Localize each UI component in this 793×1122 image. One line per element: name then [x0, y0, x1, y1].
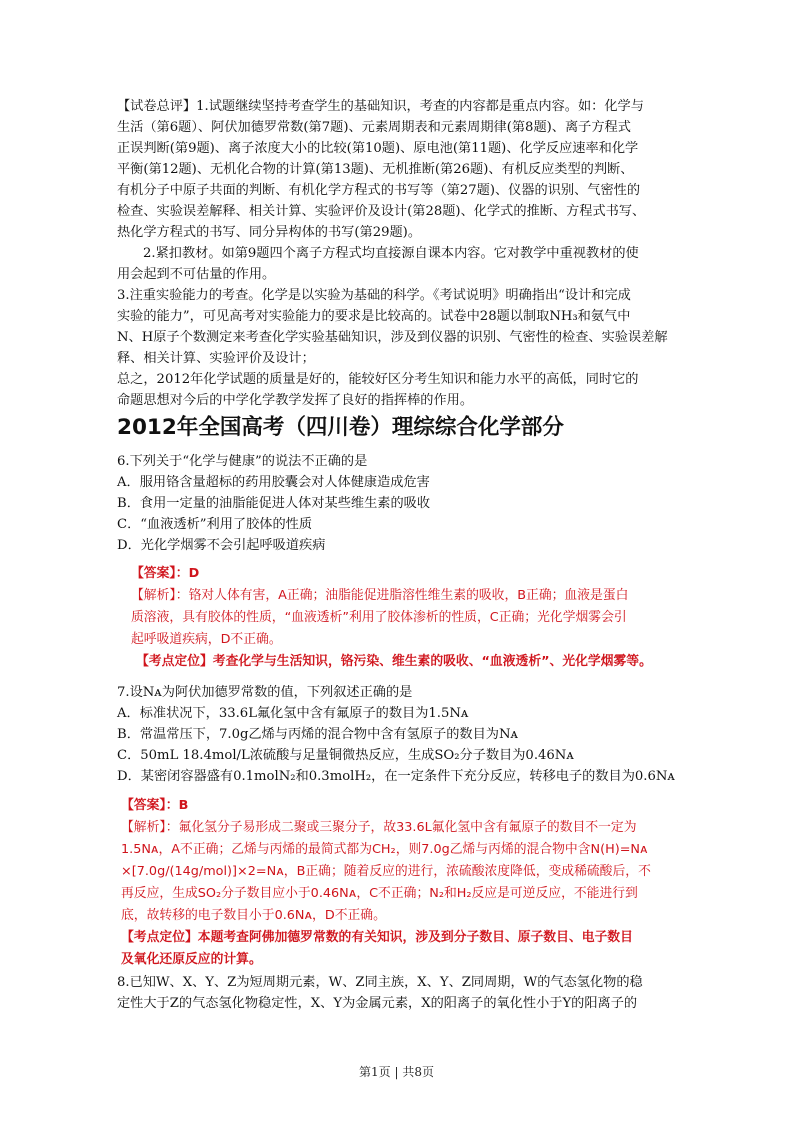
answer-line: 【答案】：B: [121, 798, 189, 813]
page-footer: 第1页 | 共8页: [359, 1065, 434, 1079]
summary-line: 热化学方程式的书写、同分异构体的书写(第29题)。: [117, 225, 422, 240]
summary-point-2-cont: 用会起到不可估量的作用。: [117, 267, 276, 282]
summary-line: 检查、实验误差解释、相关计算、实验评价及设计(第28题)、化学式的推断、方程式书写、: [117, 204, 646, 219]
summary-point-2: 2.紧扣教材。如第9题四个离子方程式均直接源自课本内容。它对教学中重视教材的使: [143, 246, 639, 261]
summary-line: 平衡(第12题)、无机化合物的计算(第13题)、无机推断(第26题)、有机反应类型的判断、: [117, 162, 634, 177]
question-8: [117, 972, 677, 1014]
exam-summary: [117, 96, 677, 411]
summary-line: 生活（第6题）、阿伏加德罗常数(第7题)、元素周期表和元素周期律(第8题)、离子方程式: [117, 120, 631, 135]
focus-line: 及氧化还原反应的计算。: [121, 952, 262, 967]
question-6-solution: [131, 563, 687, 673]
summary-point-3-cont: 释、相关计算、实验评价及设计；: [117, 351, 315, 366]
option-b: B．食用一定量的油脂能促进人体对某些维生素的吸收: [117, 496, 431, 511]
question-stem: 7.设Nᴀ为阿伏加德罗常数的值，下列叙述正确的是: [117, 685, 413, 700]
analysis-line: 【解析】：氟化氢分子易形成二聚或三聚分子，故33.6L氟化氢中含有氟原子的数目不一定为: [121, 820, 637, 835]
option-a: A．标准状况下，33.6L氟化氢中含有氟原子的数目为1.5Nᴀ: [117, 706, 469, 721]
question-7-solution: [121, 795, 687, 971]
summary-line: 【试卷总评】1.试题继续坚持考查学生的基础知识，考查的内容都是重点内容。如：化学与: [117, 99, 644, 114]
option-c: C．“血液透析”利用了胶体的性质: [117, 517, 313, 532]
option-d: D．光化学烟雾不会引起呼吸道疾病: [117, 538, 326, 553]
option-d: D．某密闭容器盛有0.1molN₂和0.3molH₂，在一定条件下充分反应，转移电子的数目为0.6Nᴀ: [117, 769, 675, 784]
question-7: [117, 682, 677, 787]
question-stem: 6.下列关于“化学与健康”的说法不正确的是: [117, 454, 368, 469]
analysis-line: 【解析】：铬对人体有害，A正确；油脂能促进脂溶性维生素的吸收，B正确；血液是蛋白: [131, 588, 629, 603]
answer-line: 【答案】：D: [131, 566, 200, 581]
summary-point-3-cont: 实验的能力”，可见高考对实验能力的要求是比较高的。试卷中28题以制取NH₃和氨气中: [117, 309, 631, 324]
question-6: [117, 451, 677, 556]
option-b: B．常温常压下，7.0g乙烯与丙烯的混合物中含有氢原子的数目为Nᴀ: [117, 727, 518, 742]
analysis-line: 底，故转移的电子数目小于0.6Nᴀ，D不正确。: [121, 908, 386, 923]
focus-line: 【考点定位】考查化学与生活知识，铬污染、维生素的吸收、“血液透析”、光化学烟雾等。: [136, 654, 652, 669]
question-stem-cont: 定性大于Z的气态氢化物稳定性，X、Y为金属元素，X的阳离子的氧化性小于Y的阳离子的: [117, 996, 638, 1011]
summary-line: 正误判断(第9题)、离子浓度大小的比较(第10题)、原电池(第11题)、化学反应速率和化学: [117, 141, 639, 156]
summary-point-3: 3.注重实验能力的考查。化学是以实验为基础的科学。《考试说明》明确指出“设计和完成: [117, 288, 631, 303]
analysis-line: 再反应，生成SO₂分子数目应小于0.46Nᴀ，C不正确；N₂和H₂反应是可逆反应，不能进行到: [121, 886, 638, 901]
option-a: A．服用铬含量超标的药用胶囊会对人体健康造成危害: [117, 475, 430, 490]
section-heading: 2012年全国高考（四川卷）理综综合化学部分: [117, 415, 564, 440]
analysis-line: 1.5Nᴀ，A不正确；乙烯与丙烯的最简式都为CH₂，则7.0g乙烯与丙烯的混合物中含N(H)=Nᴀ: [121, 842, 648, 857]
option-c: C．50mL 18.4mol/L浓硫酸与足量铜微热反应，生成SO₂分子数目为0.46Nᴀ: [117, 748, 574, 763]
summary-point-3-cont: N、H原子个数测定来考查化学实验基础知识，涉及到仪器的识别、气密性的检查、实验误差解: [117, 330, 668, 345]
summary-conclusion-cont: 命题思想对今后的中学化学教学发挥了良好的指挥棒的作用。: [117, 393, 474, 408]
summary-line: 有机分子中原子共面的判断、有机化学方程式的书写等（第27题)、仪器的识别、气密性的: [117, 183, 641, 198]
focus-line: 【考点定位】本题考查阿佛加德罗常数的有关知识，涉及到分子数目、原子数目、电子数目: [121, 930, 633, 945]
analysis-line: 质溶液，具有胶体的性质，“血液透析”利用了胶体渗析的性质，C正确；光化学烟雾会引: [131, 610, 627, 625]
question-stem: 8.已知W、X、Y、Z为短周期元素，W、Z同主族，X、Y、Z同周期，W的气态氢化物的稳: [117, 975, 643, 990]
analysis-line: ×[7.0g/(14g/mol)]×2=Nᴀ，B正确；随着反应的进行，浓硫酸浓度降低，变成稀硫酸后，不: [121, 864, 651, 879]
summary-conclusion: 总之，2012年化学试题的质量是好的，能较好区分考生知识和能力水平的高低，同时它的: [117, 372, 639, 387]
analysis-line: 起呼吸道疾病，D不正确。: [131, 632, 282, 647]
